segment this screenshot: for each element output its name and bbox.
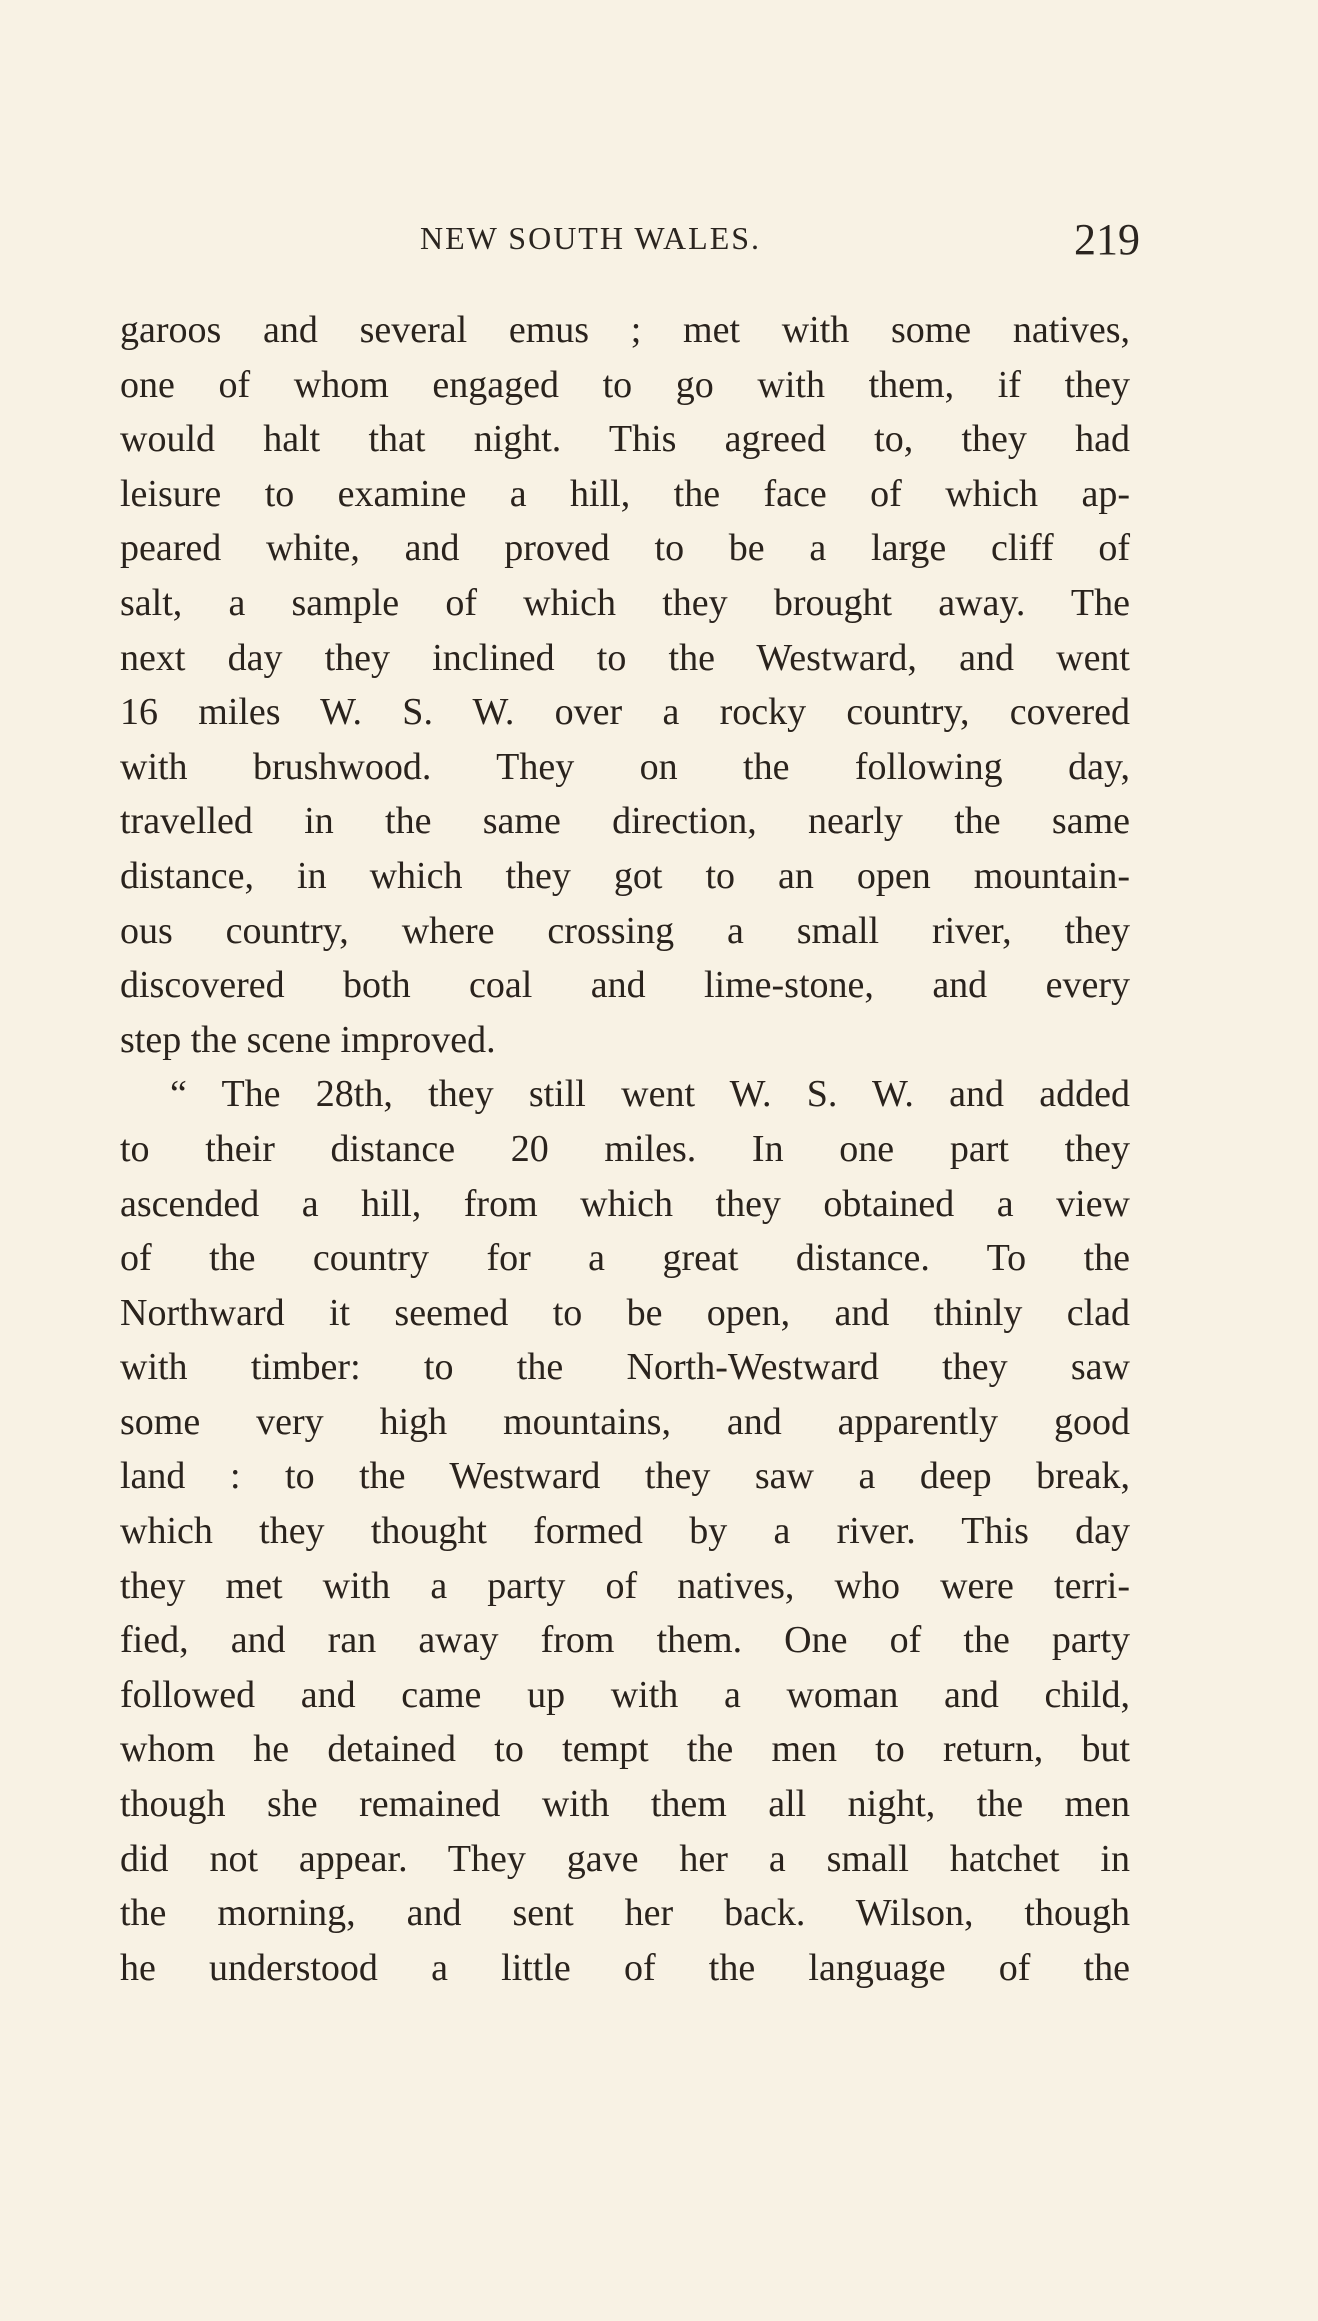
text-line: discovered both coal and lime-stone, and every	[120, 964, 1130, 1007]
text-line: “ The 28th, they still went W. S. W. and added	[170, 1073, 1130, 1116]
text-line: salt, a sample of which they brought away. The	[120, 581, 1130, 624]
text-line: with timber: to the North-Westward they saw	[120, 1346, 1130, 1389]
text-line: he understood a little of the language of the	[120, 1946, 1130, 1989]
running-head: NEW SOUTH WALES.	[420, 220, 762, 256]
text-line: they met with a party of natives, who were terri-	[120, 1564, 1130, 1607]
text-line: one of whom engaged to go with them, if they	[120, 363, 1130, 406]
page-header	[120, 215, 1140, 280]
text-line: land : to the Westward they saw a deep break,	[120, 1455, 1130, 1498]
body-text	[120, 303, 1130, 1995]
text-line: travelled in the same direction, nearly the same	[120, 800, 1130, 843]
text-line: would halt that night. This agreed to, they had	[120, 418, 1130, 461]
text-line: Northward it seemed to be open, and thinly clad	[120, 1291, 1130, 1334]
text-line: the morning, and sent her back. Wilson, though	[120, 1892, 1130, 1935]
text-line: to their distance 20 miles. In one part they	[120, 1127, 1130, 1170]
text-line: ous country, where crossing a small river, they	[120, 909, 1130, 952]
text-line: garoos and several emus ; met with some natives,	[120, 309, 1130, 351]
text-line: which they thought formed by a river. This day	[120, 1510, 1130, 1553]
text-line: of the country for a great distance. To the	[120, 1237, 1130, 1280]
text-line: followed and came up with a woman and child,	[120, 1673, 1130, 1716]
text-line: fied, and ran away from them. One of the party	[120, 1619, 1130, 1662]
text-line: some very high mountains, and apparently good	[120, 1400, 1130, 1443]
text-line: peared white, and proved to be a large cliff of	[120, 527, 1130, 570]
text-line: leisure to examine a hill, the face of which ap-	[120, 472, 1130, 515]
text-line: whom he detained to tempt the men to return, but	[120, 1728, 1130, 1771]
text-line: next day they inclined to the Westward, and went	[120, 636, 1130, 679]
text-line: though she remained with them all night, the men	[120, 1783, 1130, 1826]
text-line: with brushwood. They on the following day,	[120, 745, 1130, 788]
text-line: did not appear. They gave her a small hatchet in	[120, 1837, 1130, 1880]
text-line: step the scene improved.	[120, 1018, 496, 1061]
text-line: ascended a hill, from which they obtained a view	[120, 1182, 1130, 1225]
text-line: distance, in which they got to an open mountain-	[120, 854, 1130, 897]
text-line: 16 miles W. S. W. over a rocky country, covered	[120, 691, 1130, 734]
page-number: 219	[1074, 215, 1140, 264]
